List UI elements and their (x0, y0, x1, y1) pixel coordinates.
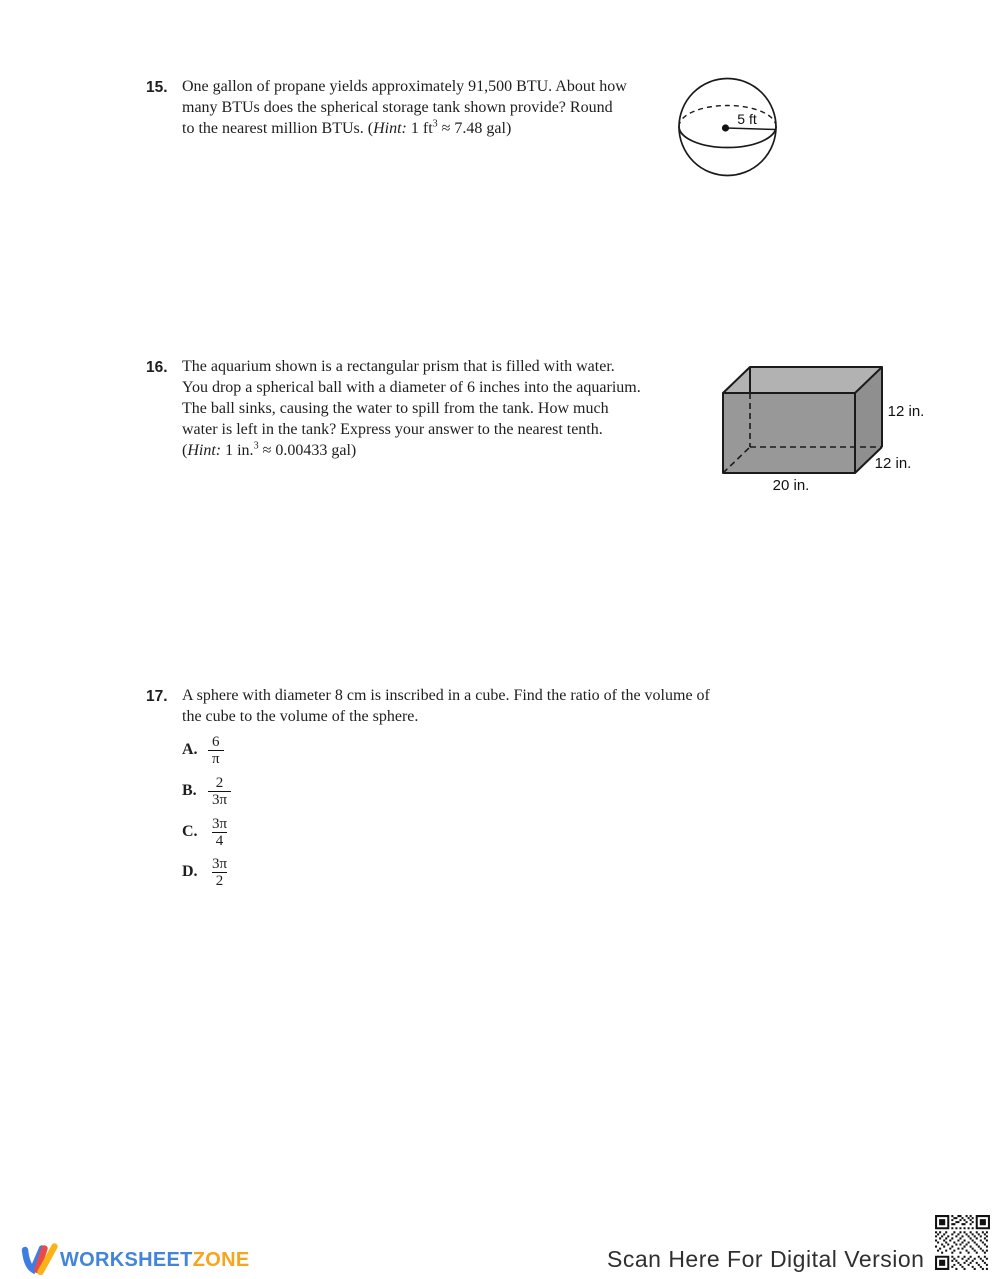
option-d-fraction: $\frac{3\pi}{2}$ (212, 855, 228, 889)
problem-17-text (182, 685, 710, 727)
worksheetzone-logo-icon (21, 1242, 59, 1275)
sphere-diagram (660, 60, 800, 190)
text-line: A sphere with diameter 8 cm is inscribed in a cube. Find the ratio of the volume of (182, 687, 710, 704)
problem-15-number: 15. (146, 79, 168, 96)
equator-back-arc (679, 106, 776, 127)
text-line: You drop a spherical ball with a diameter of 6 inches into the aquarium. (182, 379, 641, 396)
text-line: the cube to the volume of the sphere. (182, 708, 419, 725)
text-line: The ball sinks, causing the water to spill from the tank. How much (182, 400, 609, 417)
problem-17-number: 17. (146, 688, 168, 705)
hint-label: Hint: (187, 442, 222, 459)
worksheetzone-wordmark (60, 1249, 249, 1272)
superscript: 3 (253, 440, 259, 452)
option-c (182, 815, 231, 849)
text-line: (Hint: 1 in.$^3$ ≈ 0.00433 gal) (182, 440, 357, 459)
text-line: to the nearest million BTUs. (Hint: 1 $ft^3 \approx 7.48$ gal) (182, 118, 512, 137)
problem-16-text (182, 356, 641, 461)
prism-front-face (723, 393, 855, 473)
brand-worksheet: WORKSHEET (60, 1249, 193, 1271)
problem-16-number: 16. (146, 359, 168, 376)
text-line: The aquarium shown is a rectangular prism that is filled with water. (182, 358, 615, 375)
brand-zone: ZONE (192, 1249, 250, 1271)
prism-width-label: 20 in. (772, 477, 810, 494)
option-a-label: A. (182, 741, 198, 758)
qr-code (933, 1213, 992, 1272)
text-line: One gallon of propane yields approximately 91,500 BTU. About how (182, 78, 627, 95)
option-a-fraction: $\frac{6}{\pi}$ (208, 734, 224, 767)
text-line: many BTUs does the spherical storage tank shown provide? Round (182, 99, 613, 116)
text-line: water is left in the tank? Express your answer to the nearest tenth. (182, 421, 603, 438)
scan-here-text: Scan Here For Digital Version (607, 1246, 925, 1272)
hint-label: Hint: (373, 120, 407, 137)
option-d (182, 855, 231, 889)
center-dot (722, 124, 729, 131)
option-d-label: D. (182, 863, 198, 880)
option-c-label: C. (182, 823, 198, 840)
superscript: 3 (432, 118, 438, 130)
aquarium-prism-diagram (700, 355, 950, 500)
option-b-fraction: $\frac{2}{3\pi}$ (208, 775, 231, 808)
sphere-radius-label: 5 ft (737, 111, 757, 127)
option-b-label: B. (182, 782, 197, 799)
radius-line (726, 128, 776, 130)
option-b (182, 774, 231, 808)
prism-depth-label: 12 in. (874, 455, 912, 472)
problem-15-text (182, 76, 627, 139)
option-c-fraction: $\frac{3\pi}{4}$ (212, 815, 228, 849)
prism-height-label: 12 in. (887, 403, 925, 420)
option-a (182, 733, 224, 767)
